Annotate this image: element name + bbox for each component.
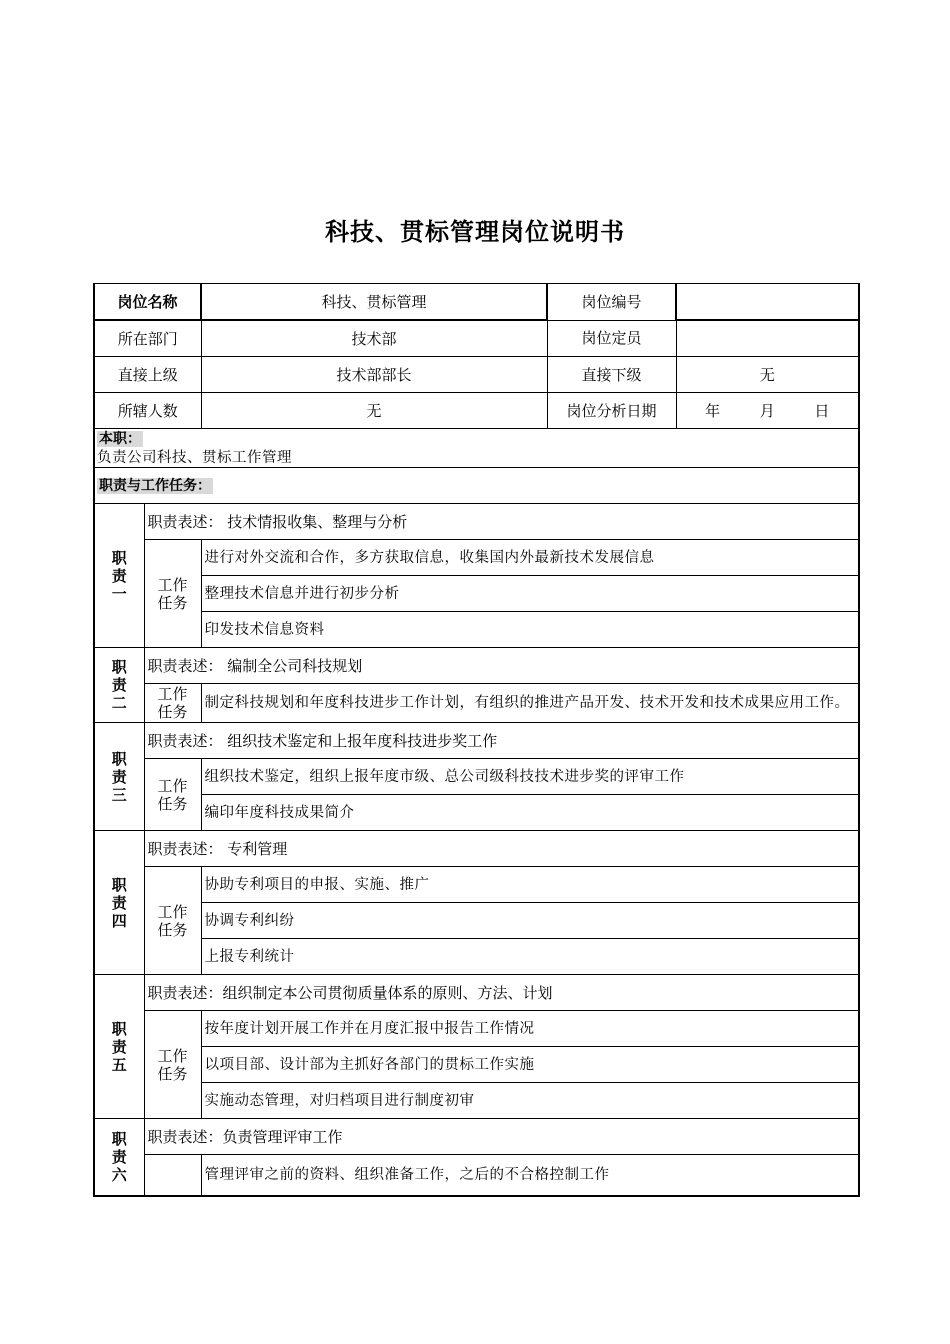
duty-6-description: 职责表述：负责管理评审工作 bbox=[144, 1119, 859, 1155]
duty-3-task-1: 组织技术鉴定，组织上报年度市级、总公司级科技技术进步奖的评审工作 bbox=[201, 759, 859, 795]
subordinate-label: 直接下级 bbox=[547, 357, 676, 393]
duty-5-task-1: 按年度计划开展工作并在月度汇报中报告工作情况 bbox=[201, 1011, 859, 1047]
responsibilities-label: 职责与工作任务： bbox=[99, 478, 211, 494]
analysis-date-value bbox=[676, 393, 859, 429]
superior-label: 直接上级 bbox=[94, 357, 201, 393]
duty-5-description: 职责表述：组织制定本公司贯彻质量体系的原则、方法、计划 bbox=[144, 975, 859, 1011]
date-year: 年 bbox=[705, 401, 721, 420]
staffing-label: 岗位定员 bbox=[547, 320, 676, 357]
duty-summary-text: 负责公司科技、贯标工作管理 bbox=[97, 450, 292, 466]
responsibilities-heading bbox=[94, 468, 859, 504]
duty-3-label: 职 责 三 bbox=[94, 723, 144, 831]
duty-1-label: 职 责 一 bbox=[94, 504, 144, 648]
duty-6-label: 职 责 六 bbox=[94, 1119, 144, 1197]
duty-4-task-2: 协调专利纠纷 bbox=[201, 903, 859, 939]
duty-summary bbox=[94, 429, 859, 468]
duty-5-label: 职 责 五 bbox=[94, 975, 144, 1119]
post-name-label: 岗位名称 bbox=[94, 284, 201, 321]
managed-count-label: 所辖人数 bbox=[94, 393, 201, 429]
duty-4-label: 职 责 四 bbox=[94, 831, 144, 975]
duty-1-task-label: 工作 任务 bbox=[144, 540, 201, 648]
dept-label: 所在部门 bbox=[94, 320, 201, 357]
duty-1-task-1: 进行对外交流和合作，多方获取信息，收集国内外最新技术发展信息 bbox=[201, 540, 859, 576]
document-title: 科技、贯标管理岗位说明书 bbox=[325, 218, 625, 246]
duty-2-description: 职责表述： 编制全公司科技规划 bbox=[144, 648, 859, 684]
duty-1-description: 职责表述： 技术情报收集、整理与分析 bbox=[144, 504, 859, 540]
duty-3-task-label: 工作 任务 bbox=[144, 759, 201, 831]
superior-value: 技术部部长 bbox=[201, 357, 547, 393]
duty-6-task-1: 管理评审之前的资料、组织准备工作，之后的不合格控制工作 bbox=[201, 1155, 859, 1197]
duty-3-task-2: 编印年度科技成果简介 bbox=[201, 795, 859, 831]
duty-2-task-label: 工作 任务 bbox=[144, 684, 201, 723]
duty-4-task-1: 协助专利项目的申报、实施、推广 bbox=[201, 867, 859, 903]
managed-count-value: 无 bbox=[201, 393, 547, 429]
post-no-value bbox=[676, 284, 859, 321]
duty-5-task-label: 工作 任务 bbox=[144, 1011, 201, 1119]
duty-6-task-label-empty bbox=[144, 1155, 201, 1197]
date-month: 月 bbox=[759, 401, 775, 420]
duty-4-description: 职责表述： 专利管理 bbox=[144, 831, 859, 867]
dept-value: 技术部 bbox=[201, 320, 547, 357]
analysis-date-label: 岗位分析日期 bbox=[547, 393, 676, 429]
post-name-value: 科技、贯标管理 bbox=[201, 284, 547, 321]
duty-2-label: 职 责 二 bbox=[94, 648, 144, 723]
duty-1-task-2: 整理技术信息并进行初步分析 bbox=[201, 576, 859, 612]
duty-5-task-2: 以项目部、设计部为主抓好各部门的贯标工作实施 bbox=[201, 1047, 859, 1083]
date-day: 日 bbox=[814, 401, 830, 420]
duty-5-task-3: 实施动态管理，对归档项目进行制度初审 bbox=[201, 1083, 859, 1119]
duty-3-description: 职责表述： 组织技术鉴定和上报年度科技进步奖工作 bbox=[144, 723, 859, 759]
duty-4-task-3: 上报专利统计 bbox=[201, 939, 859, 975]
job-description-table bbox=[93, 283, 860, 1197]
duty-summary-label: 本职： bbox=[99, 431, 141, 447]
duty-4-task-label: 工作 任务 bbox=[144, 867, 201, 975]
duty-2-task-1: 制定科技规划和年度科技进步工作计划，有组织的推进产品开发、技术开发和技术成果应用工作。 bbox=[201, 684, 859, 723]
post-no-label: 岗位编号 bbox=[547, 284, 676, 321]
staffing-value bbox=[676, 320, 859, 357]
subordinate-value: 无 bbox=[676, 357, 859, 393]
duty-1-task-3: 印发技术信息资料 bbox=[201, 612, 859, 648]
